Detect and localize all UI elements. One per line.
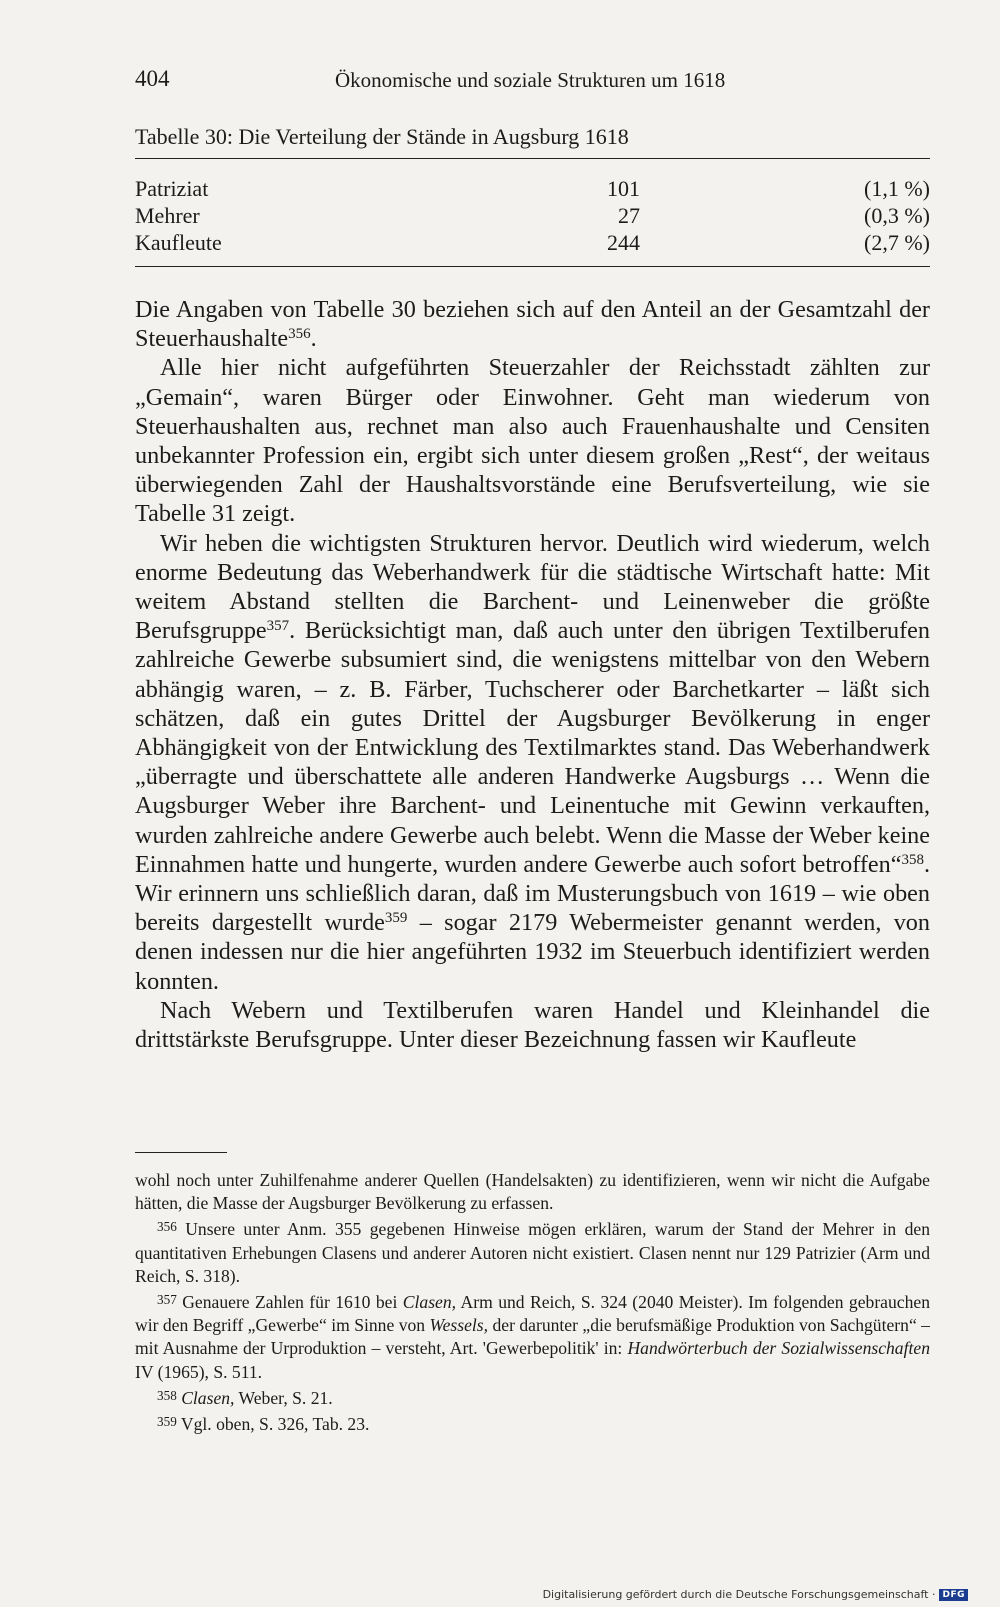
table-row <box>135 203 930 230</box>
dfg-logo: DFG <box>939 1589 968 1601</box>
body-text <box>135 295 930 1054</box>
row-label: Mehrer <box>135 203 200 228</box>
page-header <box>135 62 930 96</box>
footnote-ref: 359 <box>384 910 408 927</box>
footnotes <box>135 1169 930 1436</box>
footnote-ref: 356 <box>288 325 311 342</box>
paragraph: Nach Webern und Textilberufen waren Handel und Kleinhandel die drittstärkste Berufsgruppe. Unter dieser Bezeichnung fassen wir Kaufleute <box>135 996 930 1054</box>
row-label: Kaufleute <box>135 230 222 255</box>
footnote-359: $^{359}$ Vgl. oben, S. 326, Tab. 23. <box>157 1413 370 1434</box>
page-number: 404 <box>135 66 170 91</box>
footnote-356: $^{356}$ Unsere unter Anm. 355 gegebenen Hinweise mögen erklären, warum der Stand der Mehrer in den quantitativen Erhebungen Clasens und anderer Autoren nicht existiert. Clasen nennt nur 129 Patrizier (Arm und Reich, S. 318). <box>135 1219 930 1286</box>
footnote-358: $^{358}$ Clasen, Weber, S. 21. <box>157 1387 333 1408</box>
row-percent: (1,1 %) <box>864 176 930 201</box>
row-percent: (2,7 %) <box>864 230 930 255</box>
row-label: Patriziat <box>135 176 209 201</box>
table-row <box>135 230 930 257</box>
row-percent: (0,3 %) <box>864 203 930 228</box>
paragraph: Alle hier nicht aufgeführten Steuerzahler der Reichsstadt zählten zur „Gemain“, waren Bürger oder Einwohner. Geht man wiederum von Steuerhaushalten aus, rechnet man also auch Frauenhaushalte und Censiten unbekannter Profession ein, ergibt sich unter diesem großen „Rest“, der weitaus überwiegenden Zahl der Haushaltsvorstände eine Berufsverteilung, wie sie Tabelle 31 zeigt. <box>135 354 930 528</box>
row-count: 244 <box>607 230 640 255</box>
row-count: 27 <box>618 203 640 228</box>
table-caption: Tabelle 30: Die Verteilung der Stände in Augsburg 1618 <box>135 124 629 149</box>
running-title: Ökonomische und soziale Strukturen um 1618 <box>335 68 726 92</box>
digitization-credit <box>543 1588 968 1601</box>
paragraph: Die Angaben von Tabelle 30 beziehen sich auf den Anteil an der Gesamtzahl der Steuerhaushalte$^{356}$. <box>135 296 930 353</box>
table-top-rule <box>135 158 930 159</box>
table-bottom-rule <box>135 266 930 267</box>
paragraph: Wir heben die wichtigsten Strukturen hervor. Deutlich wird wiederum, welch enorme Bedeutung das Weberhandwerk für die städtische Wirtschaft hatte: Mit weitem Abstand stellten die Barchent- und Leinenweber die größte Berufsgruppe$^{357}$. Berücksichtigt man, daß auch unter den übrigen Textilberufen zahlreiche Gewerbe subsumiert sind, die wenigstens mittelbar von den Webern abhängig waren, – z. B. Färber, Tuchscherer oder Barchetkarter – läßt sich schätzen, daß ein gutes Drittel der Augsburger Bevölkerung in enger Abhängigkeit von der Entwicklung des Textilmarktes stand. Das Weberhandwerk „überragte und überschattete alle anderen Handwerke Augsburgs … Wenn die Augsburger Weber ihre Barchent- und Leinentuche mit Gewinn verkauften, wurden zahlreiche andere Gewerbe auch belebt. Wenn die Masse der Weber keine Einnahmen hatte und hungerte, wurden andere Gewerbe auch sofort betroffen“$^{358}$. Wir erinnern uns schließlich daran, daß im Musterungsbuch von 1619 – wie oben bereits dargestellt wurde$^{359}$ – sogar 2179 Webermeister genannt werden, von denen indessen nur die hier angeführten 1932 im Steuerbuch identifiziert werden konnten. <box>135 529 930 995</box>
table-row <box>135 176 930 203</box>
credit-text: Digitalisierung gefördert durch die Deutsche Forschungsgemeinschaft · <box>542 1588 936 1601</box>
row-count: 101 <box>607 176 640 201</box>
footnote-357: $^{357}$ Genauere Zahlen für 1610 bei Clasen, Arm und Reich, S. 324 (2040 Meister). Im folgenden gebrauchen wir den Begriff „Gewerbe“ im Sinne von Wessels, der darunter „die berufsmäßige Produktion von Sachgütern“ – mit Ausnahme der Urproduktion – versteht, Art. 'Gewerbepolitik' in: Handwörterbuch der Sozialwissenschaften IV (1965), S. 511. <box>135 1291 930 1382</box>
footnote-ref: 357 <box>266 617 290 634</box>
footnote-continuation: wohl noch unter Zuhilfenahme anderer Quellen (Handelsakten) zu identifizieren, wenn wir nicht die Aufgabe hätten, die Masse der Augsburger Bevölkerung zu erfassen. <box>135 1170 930 1214</box>
footnote-ref: 358 <box>901 851 924 868</box>
footnote-rule <box>135 1152 227 1153</box>
